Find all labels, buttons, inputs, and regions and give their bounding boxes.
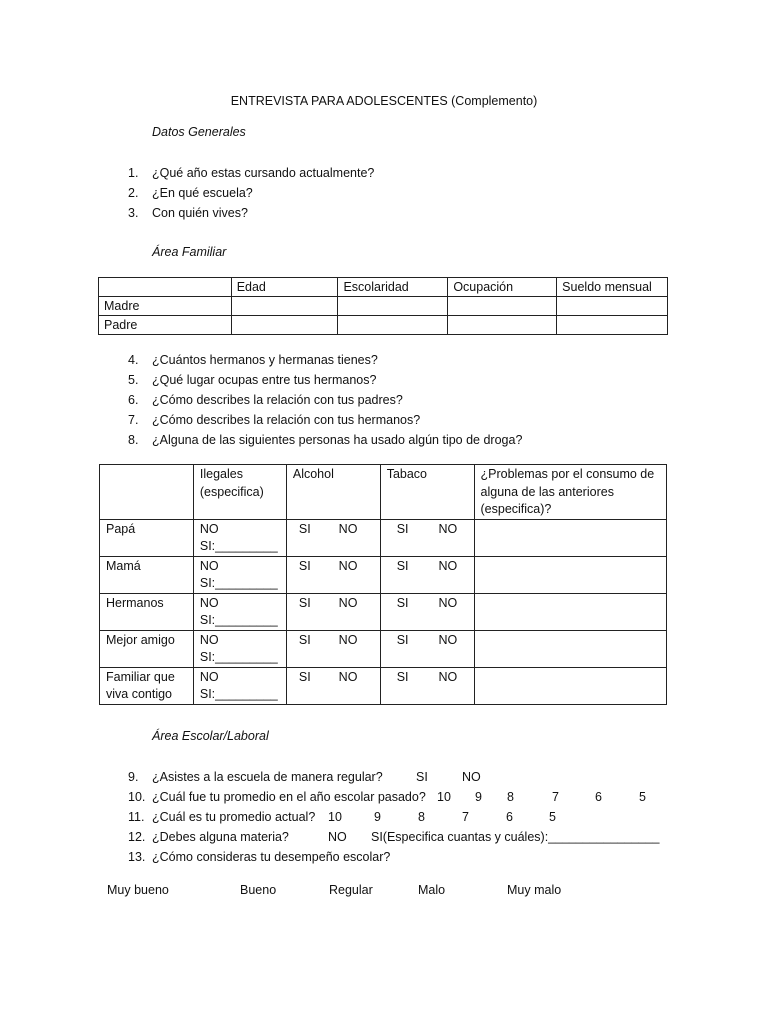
- question-12: [128, 827, 660, 847]
- row-label: Padre: [99, 316, 232, 335]
- option-no[interactable]: NO: [338, 558, 358, 573]
- question-number: 9.: [128, 770, 139, 784]
- alcohol-cell: [286, 519, 380, 556]
- family-table: [98, 277, 668, 335]
- alcohol-cell: [286, 556, 380, 593]
- tobacco-cell: [380, 630, 474, 667]
- question-list-family: [128, 350, 522, 450]
- option-si-blank[interactable]: SI:_________: [199, 539, 278, 553]
- question-3: [128, 203, 374, 223]
- option-si[interactable]: SI: [396, 632, 409, 647]
- question-text: ¿Qué lugar ocupas entre tus hermanos?: [152, 373, 377, 387]
- question-text: ¿Cómo describes la relación con tus padres?: [152, 393, 403, 407]
- question-7: [128, 410, 522, 430]
- table-cell[interactable]: [448, 297, 557, 316]
- option-no[interactable]: NO: [338, 632, 358, 647]
- question-text: ¿Cuál fue tu promedio en el año escolar pasado?: [152, 790, 426, 804]
- option-no[interactable]: NO: [328, 830, 347, 844]
- option-si[interactable]: SI: [298, 669, 311, 684]
- question-2: [128, 183, 374, 203]
- option-no[interactable]: NO: [438, 632, 458, 647]
- question-text: ¿Cómo consideras tu desempeño escolar?: [152, 850, 391, 864]
- rating-regular[interactable]: Regular: [329, 883, 373, 897]
- option-5[interactable]: 5: [549, 810, 556, 824]
- question-4: [128, 350, 522, 370]
- option-10[interactable]: 10: [437, 790, 451, 804]
- table-cell[interactable]: [474, 630, 666, 667]
- question-list-general: [128, 163, 374, 223]
- tobacco-cell: [380, 667, 474, 704]
- tobacco-cell: [380, 519, 474, 556]
- option-no[interactable]: NO: [199, 558, 219, 573]
- question-number: 13.: [128, 850, 146, 864]
- illegal-cell: [193, 667, 286, 704]
- option-8[interactable]: 8: [507, 790, 514, 804]
- question-number: 4.: [128, 353, 139, 367]
- option-si[interactable]: SI: [298, 558, 311, 573]
- table-row: [99, 278, 668, 297]
- table-header-cell: Alcohol: [286, 465, 380, 520]
- question-10: [128, 787, 646, 807]
- row-label: Mamá: [100, 556, 194, 593]
- question-number: 10.: [128, 790, 146, 804]
- question-8: [128, 430, 522, 450]
- question-13: [128, 847, 426, 867]
- illegal-cell: [193, 593, 286, 630]
- question-text: ¿Cómo describes la relación con tus hermanos?: [152, 413, 421, 427]
- question-number: 11.: [128, 810, 145, 824]
- option-9[interactable]: 9: [475, 790, 482, 804]
- section-family: Área Familiar: [152, 245, 227, 259]
- alcohol-cell: [286, 630, 380, 667]
- option-si[interactable]: SI: [416, 770, 428, 784]
- table-header-cell: ¿Problemas por el consumo de alguna de las anteriores (especifica)?: [474, 465, 666, 520]
- option-8[interactable]: 8: [418, 810, 425, 824]
- table-cell[interactable]: [474, 667, 666, 704]
- table-row: [100, 556, 667, 593]
- table-cell[interactable]: [557, 316, 668, 335]
- option-no[interactable]: NO: [199, 669, 219, 684]
- option-no[interactable]: NO: [199, 595, 219, 610]
- option-10[interactable]: 10: [328, 810, 342, 824]
- table-cell[interactable]: [474, 556, 666, 593]
- rating-muy-bueno[interactable]: Muy bueno: [107, 883, 169, 897]
- table-cell[interactable]: [474, 519, 666, 556]
- table-header-cell: [100, 465, 194, 520]
- question-text: ¿En qué escuela?: [152, 186, 253, 200]
- option-6[interactable]: 6: [506, 810, 513, 824]
- option-7[interactable]: 7: [462, 810, 469, 824]
- table-cell[interactable]: [231, 297, 338, 316]
- tobacco-cell: [380, 593, 474, 630]
- option-6[interactable]: 6: [595, 790, 602, 804]
- table-cell[interactable]: [231, 316, 338, 335]
- option-no[interactable]: NO: [438, 595, 458, 610]
- row-label: Mejor amigo: [100, 630, 194, 667]
- row-label: Familiar que viva contigo: [100, 667, 194, 704]
- table-row: [100, 593, 667, 630]
- question-11: [128, 807, 556, 827]
- question-number: 1.: [128, 166, 139, 180]
- question-text: ¿Debes alguna materia?: [152, 830, 289, 844]
- tobacco-cell: [380, 556, 474, 593]
- option-5[interactable]: 5: [639, 790, 646, 804]
- option-no[interactable]: NO: [438, 669, 458, 684]
- question-text: ¿Cuántos hermanos y hermanas tienes?: [152, 353, 378, 367]
- option-no[interactable]: NO: [462, 770, 481, 784]
- table-row: [100, 630, 667, 667]
- option-no[interactable]: NO: [438, 558, 458, 573]
- rating-bueno[interactable]: Bueno: [240, 883, 277, 897]
- table-cell[interactable]: [338, 297, 448, 316]
- option-si[interactable]: SI: [396, 669, 409, 684]
- option-si[interactable]: SI: [396, 558, 409, 573]
- illegal-cell: [193, 630, 286, 667]
- illegal-cell: [193, 519, 286, 556]
- table-cell[interactable]: [448, 316, 557, 335]
- option-si[interactable]: SI: [298, 632, 311, 647]
- table-row: [100, 465, 667, 520]
- table-row: [99, 316, 668, 335]
- option-si-blank[interactable]: SI:_________: [199, 576, 278, 590]
- question-number: 2.: [128, 186, 139, 200]
- question-number: 5.: [128, 373, 139, 387]
- question-text: ¿Asistes a la escuela de manera regular?: [152, 770, 383, 784]
- option-si[interactable]: SI: [298, 521, 311, 536]
- option-7[interactable]: 7: [552, 790, 559, 804]
- question-text: ¿Alguna de las siguientes personas ha usado algún tipo de droga?: [152, 433, 523, 447]
- question-number: 7.: [128, 413, 139, 427]
- question-number: 8.: [128, 433, 139, 447]
- question-number: 6.: [128, 393, 139, 407]
- question-text: ¿Cuál es tu promedio actual?: [152, 810, 316, 824]
- row-label: Hermanos: [100, 593, 194, 630]
- table-header-cell: Escolaridad: [338, 278, 448, 297]
- question-9: [128, 767, 481, 787]
- option-no[interactable]: NO: [199, 632, 219, 647]
- rating-malo[interactable]: Malo: [418, 883, 446, 897]
- question-6: [128, 390, 522, 410]
- option-si[interactable]: SI: [396, 521, 409, 536]
- illegal-cell: [193, 556, 286, 593]
- option-9[interactable]: 9: [374, 810, 381, 824]
- question-list-school: [128, 767, 660, 867]
- option-si-blank[interactable]: SI:_________: [199, 613, 278, 627]
- row-label: Papá: [100, 519, 194, 556]
- option-no[interactable]: NO: [338, 669, 358, 684]
- table-cell[interactable]: [557, 297, 668, 316]
- question-5: [128, 370, 522, 390]
- table-header-cell: Ocupación: [448, 278, 557, 297]
- table-header-cell: Tabaco: [380, 465, 474, 520]
- option-si-specify[interactable]: SI(Especifica cuantas y cuáles):________________: [371, 830, 660, 844]
- table-row: [100, 667, 667, 704]
- row-label: Madre: [99, 297, 232, 316]
- table-cell[interactable]: [474, 593, 666, 630]
- option-si[interactable]: SI: [298, 595, 311, 610]
- table-header-cell: Sueldo mensual: [557, 278, 668, 297]
- option-no[interactable]: NO: [338, 595, 358, 610]
- question-1: [128, 163, 374, 183]
- option-si-blank[interactable]: SI:_________: [199, 650, 278, 664]
- option-no[interactable]: NO: [438, 521, 458, 536]
- option-no[interactable]: NO: [338, 521, 358, 536]
- rating-muy-malo[interactable]: Muy malo: [507, 883, 562, 897]
- option-si[interactable]: SI: [396, 595, 409, 610]
- section-school: Área Escolar/Laboral: [152, 729, 269, 743]
- table-row: [100, 519, 667, 556]
- alcohol-cell: [286, 667, 380, 704]
- option-no[interactable]: NO: [199, 521, 219, 536]
- question-number: 3.: [128, 206, 139, 220]
- alcohol-cell: [286, 593, 380, 630]
- question-number: 12.: [128, 830, 146, 844]
- table-cell[interactable]: [338, 316, 448, 335]
- table-header-cell: Edad: [231, 278, 338, 297]
- option-si-blank[interactable]: SI:_________: [199, 687, 278, 701]
- section-general: Datos Generales: [152, 125, 246, 139]
- document-title: ENTREVISTA PARA ADOLESCENTES (Complemento): [230, 94, 538, 108]
- table-header-cell: [99, 278, 232, 297]
- question-text: ¿Qué año estas cursando actualmente?: [152, 166, 375, 180]
- question-text: Con quién vives?: [152, 206, 248, 220]
- drug-table: [99, 464, 667, 705]
- table-row: [99, 297, 668, 316]
- table-header-cell: Ilegales (especifica): [193, 465, 286, 520]
